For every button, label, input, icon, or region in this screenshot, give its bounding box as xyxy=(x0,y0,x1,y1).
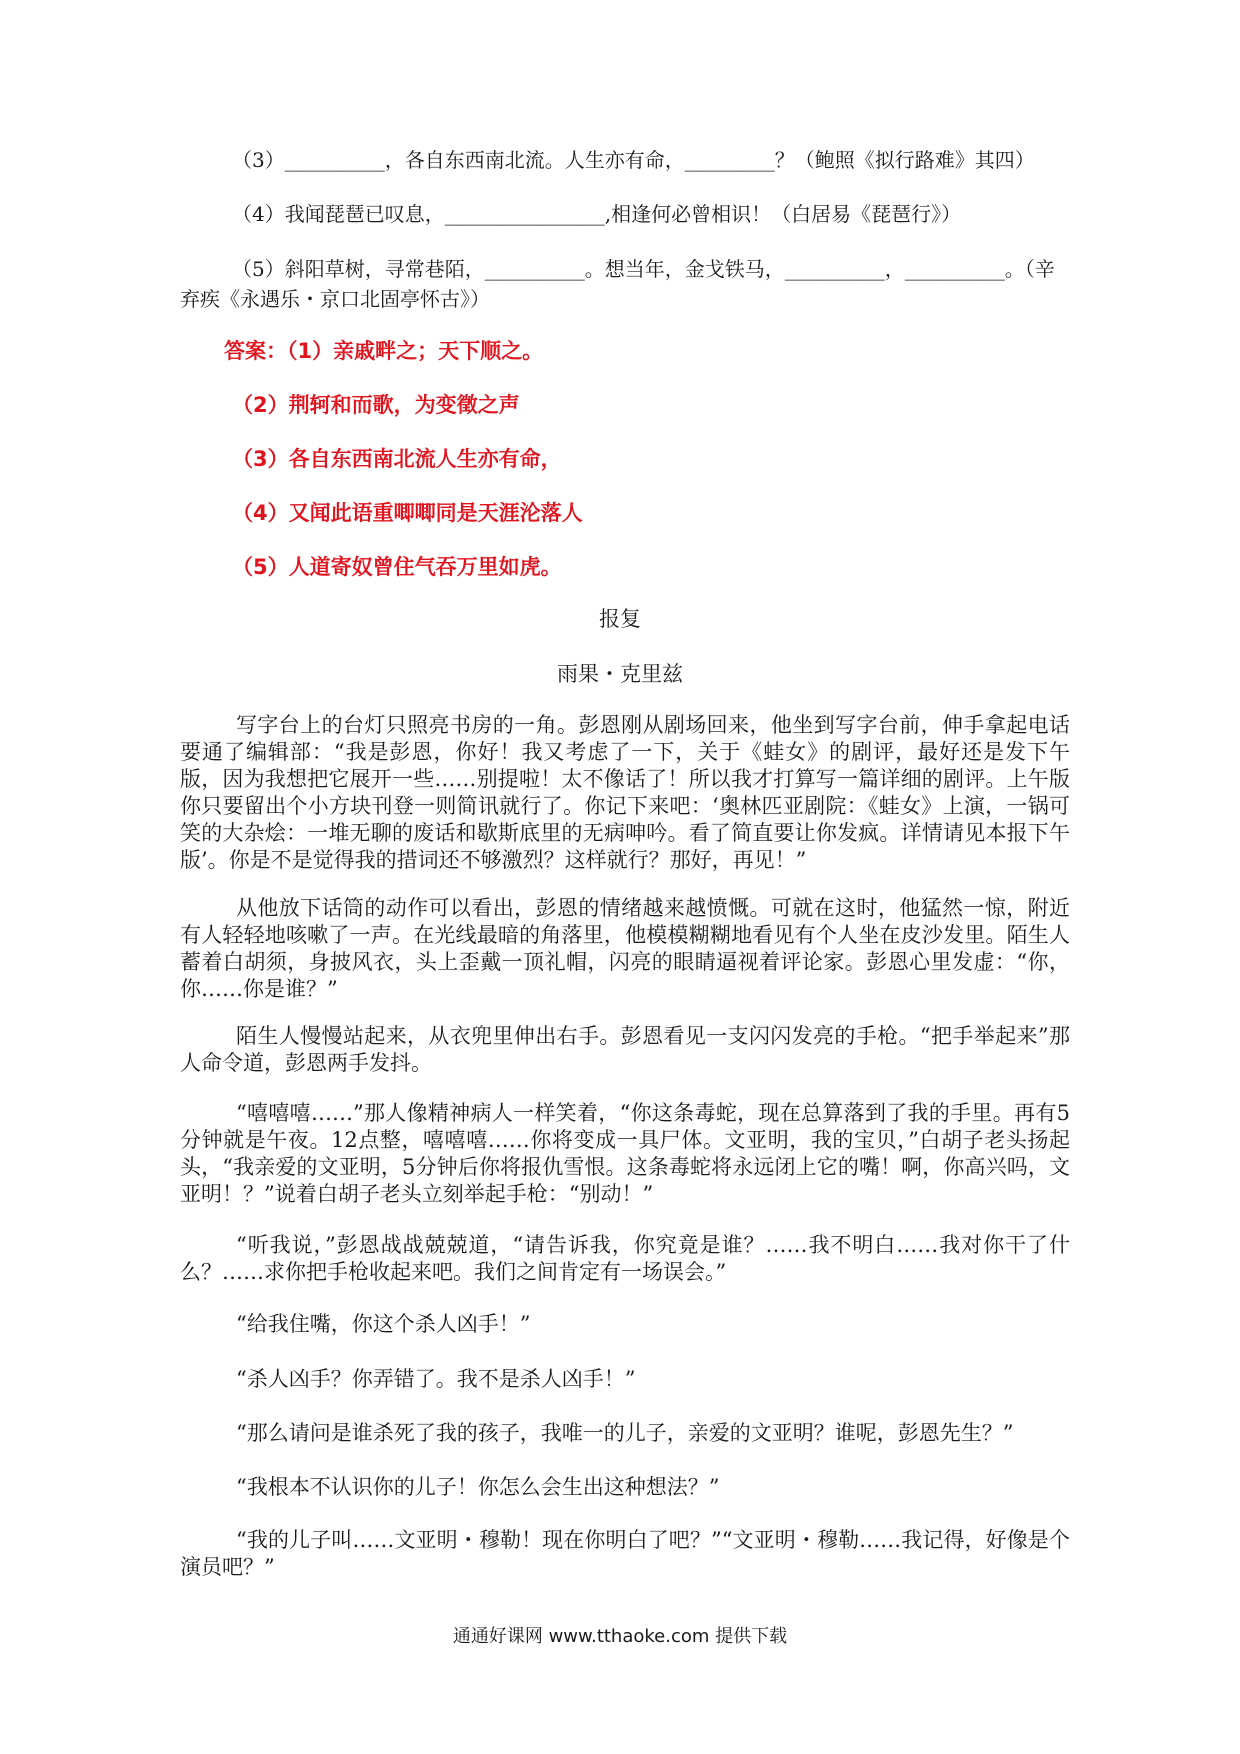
question-4: （4）我闻琵琶已叹息，________________,相逢何必曾相识！（白居易《琵琶行》） xyxy=(232,202,962,226)
question-5: （5）斜阳草树，寻常巷陌，__________。想当年，金戈铁马，__________，__________。（辛弃疾《永遇乐・京口北固亭怀古》） xyxy=(180,257,1055,311)
answer-1: 答案：（1）亲戚畔之；天下顺之。 xyxy=(224,339,544,363)
story-title: 报复 xyxy=(599,607,641,631)
story-paragraph-5: “听我说，”彭恩战战兢兢道，“请告诉我，你究竟是谁？……我不明白……我对你干了什么？……求你把手枪收起来吧。我们之间肯定有一场误会。” xyxy=(180,1233,1070,1284)
answer-2: （2）荆轲和而歌，为变徵之声 xyxy=(232,393,520,417)
story-paragraph-3: 陌生人慢慢站起来，从衣兜里伸出右手。彭恩看见一支闪闪发亮的手枪。“把手举起来”那人命令道，彭恩两手发抖。 xyxy=(180,1024,1070,1075)
story-paragraph-4: “嘻嘻嘻……”那人像精神病人一样笑着，“你这条毒蛇，现在总算落到了我的手里。再有5分钟就是午夜。12点整，嘻嘻嘻……你将变成一具尸体。文亚明，我的宝贝，”白胡子老头扬起头，“我亲爱的文亚明，5分钟后你将报仇雪恨。这条毒蛇将永远闭上它的嘴！啊，你高兴吗，文亚明！？”说着白胡子老头立刻举起手枪：“别动！” xyxy=(180,1101,1070,1206)
question-3: （3）__________，各自东西南北流。人生亦有命，_________？（鲍照《拟行路难》其四） xyxy=(232,148,1035,172)
story-paragraph-6: “给我住嘴，你这个杀人凶手！” xyxy=(236,1312,531,1336)
story-paragraph-2: 从他放下话筒的动作可以看出，彭恩的情绪越来越愤慨。可就在这时，他猛然一惊，附近有人轻轻地咳嗽了一声。在光线最暗的角落里，他模模糊糊地看见有个人坐在皮沙发里。陌生人蓄着白胡须，身披风衣，头上歪戴一顶礼帽，闪亮的眼睛逼视着评论家。彭恩心里发虚：“你，你……你是谁？” xyxy=(180,896,1070,1001)
story-paragraph-1: 写字台上的台灯只照亮书房的一角。彭恩刚从剧场回来，他坐到写字台前，伸手拿起电话要通了编辑部：“我是彭恩，你好！我又考虑了一下，关于《蛙女》的剧评，最好还是发下午版，因为我想把它展开一些……别提啦！太不像话了！所以我才打算写一篇详细的剧评。上午版你只要留出个小方块刊登一则简讯就行了。你记下来吧：‘奥林匹亚剧院：《蛙女》上演，一锅可笑的大杂烩：一堆无聊的废话和歇斯底里的无病呻吟。看了简直要让你发疯。详情请见本报下午版’。你是不是觉得我的措词还不够激烈？这样就行？那好，再见！” xyxy=(180,713,1070,872)
story-paragraph-10: “我的儿子叫……文亚明・穆勒！现在你明白了吧？”“文亚明・穆勒……我记得，好像是个演员吧？” xyxy=(180,1528,1070,1579)
answer-5: （5）人道寄奴曾住气吞万里如虎。 xyxy=(232,555,562,579)
footer-download-note: 通通好课网 www.tthaoke.com 提供下载 xyxy=(452,1626,788,1647)
answer-3: （3）各自东西南北流人生亦有命， xyxy=(232,447,562,471)
story-paragraph-8: “那么请问是谁杀死了我的孩子，我唯一的儿子，亲爱的文亚明？谁呢，彭恩先生？” xyxy=(236,1421,1014,1445)
story-paragraph-9: “我根本不认识你的儿子！你怎么会生出这种想法？” xyxy=(236,1475,720,1499)
story-author: 雨果・克里兹 xyxy=(557,662,683,686)
answer-4: （4）又闻此语重唧唧同是天涯沦落人 xyxy=(232,501,583,525)
story-paragraph-7: “杀人凶手？你弄错了。我不是杀人凶手！” xyxy=(236,1367,636,1391)
